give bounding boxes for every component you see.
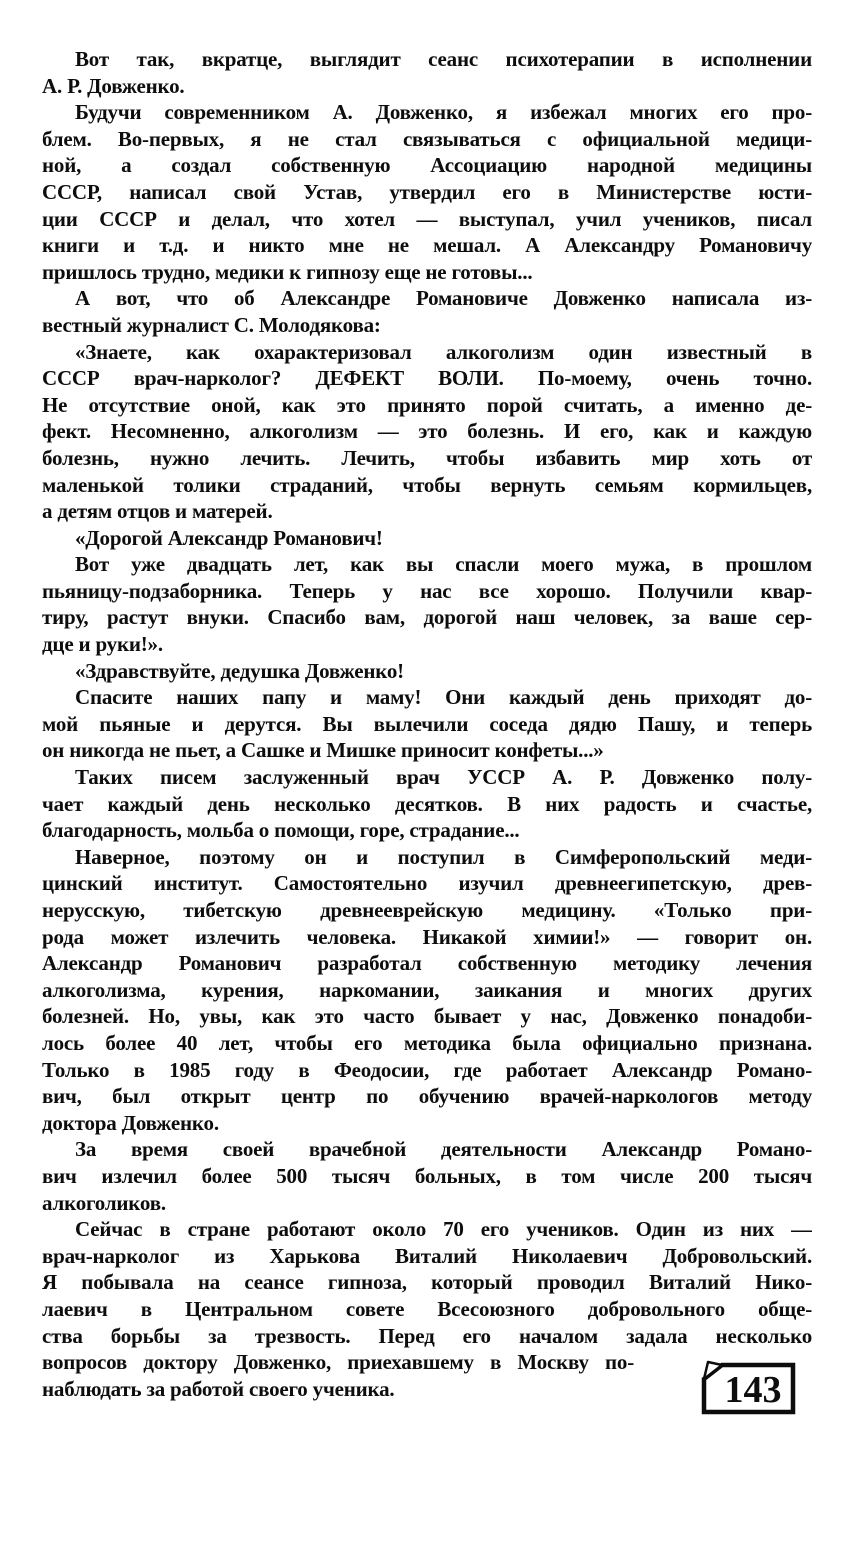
text-line: ной, а создал собственную Ассоциацию народной медицины [42, 153, 812, 178]
paragraph [42, 764, 812, 844]
text-line: лаевич в Центральном совете Всесоюзного добровольного обще- [42, 1296, 812, 1321]
text-line: благодарность, мольба о помощи, горе, страдание... [42, 818, 520, 843]
paragraph [42, 1216, 812, 1402]
text-line: Я побывала на сеансе гипноза, который проводил Виталий Нико- [42, 1270, 812, 1295]
text-line: пришлось трудно, медики к гипнозу еще не готовы... [42, 259, 533, 284]
text-line: «Знаете, как охарактеризовал алкоголизм один известный в [75, 339, 812, 364]
text-line: болезней. Но, увы, как это часто бывает у нас, Довженко понадоби- [42, 1004, 812, 1029]
paragraph [42, 285, 812, 338]
paragraph [42, 1136, 812, 1216]
text-line: вестный журналист С. Молодякова: [42, 312, 381, 337]
text-line: Наверное, поэтому он и поступил в Симферопольский меди- [75, 844, 812, 869]
text-line: дце и руки!». [42, 632, 163, 657]
text-line: Вот так, вкратце, выглядит сеанс психотерапии в исполнении [75, 47, 812, 71]
text-line: книги и т.д. и никто мне не мешал. А Александру Романовичу [42, 233, 812, 258]
text-line: Александр Романович разработал собственную методику лечения [42, 951, 812, 976]
text-line: СССР, написал свой Устав, утвердил его в Министерстве юсти- [42, 179, 812, 204]
text-line: Таких писем заслуженный врач УССР А. Р. Довженко полу- [75, 765, 812, 790]
text-line: Не отсутствие оной, как это принято порой считать, а именно де- [42, 392, 812, 417]
paragraph [42, 46, 812, 99]
paragraph [42, 525, 812, 552]
paragraph [42, 658, 812, 685]
text-line: чает каждый день несколько десятков. В них радость и счастье, [42, 791, 812, 816]
text-line: Вот уже двадцать лет, как вы спасли моего мужа, в прошлом [75, 552, 812, 577]
text-line: доктора Довженко. [42, 1110, 219, 1135]
text-line: наблюдать за работой своего ученика. [42, 1376, 395, 1401]
text-line: нерусскую, тибетскую древнееврейскую медицину. «Только при- [42, 898, 812, 922]
text-line: СССР врач-нарколог? ДЕФЕКТ ВОЛИ. По-моему, очень точно. [42, 366, 812, 391]
text-line: блем. Во-первых, я не стал связываться с официальной медици- [42, 126, 812, 151]
text-line: А вот, что об Александре Романовиче Довженко написала из- [75, 286, 812, 311]
text-line: Спасите наших папу и маму! Они каждый день приходят до- [75, 685, 812, 710]
text-line: ства борьбы за трезвость. Перед его началом задала несколько [42, 1323, 812, 1348]
page-number-badge [700, 1360, 798, 1416]
paragraph [42, 339, 812, 525]
text-line: пьяницу-подзаборника. Теперь у нас все хорошо. Получили квар- [42, 578, 812, 603]
paragraph [42, 99, 812, 285]
text-line: алкоголиков. [42, 1190, 166, 1215]
paragraph [42, 684, 812, 764]
text-line: лось более 40 лет, чтобы его методика была официально признана. [42, 1030, 812, 1055]
text-line: цинский институт. Самостоятельно изучил древнеегипетскую, древ- [42, 871, 812, 896]
text-line: фект. Несомненно, алкоголизм — это болезнь. И его, как и каждую [42, 419, 812, 444]
text-line: рода может излечить человека. Никакой химии!» — говорит он. [42, 924, 812, 949]
text-line: Только в 1985 году в Феодосии, где работает Александр Романо- [42, 1057, 812, 1082]
text-line: вопросов доктору Довженко, приехавшему в Москву по- [42, 1350, 634, 1375]
text-line: алкоголизма, курения, наркомании, заикания и многих других [42, 977, 812, 1002]
text-line: Сейчас в стране работают около 70 его учеников. Один из них — [75, 1217, 812, 1242]
page-body [42, 46, 812, 1402]
text-line: вич, был открыт центр по обучению врачей-наркологов методу [42, 1084, 812, 1109]
text-line: вич излечил более 500 тысяч больных, в том числе 200 тысяч [42, 1163, 812, 1188]
text-line: «Здравствуйте, дедушка Довженко! [75, 658, 404, 683]
text-line: «Дорогой Александр Романович! [75, 525, 383, 550]
dog-ear-corner-icon [700, 1360, 798, 1416]
text-line: врач-нарколог из Харькова Виталий Николаевич Добровольский. [42, 1243, 812, 1268]
page-number: 143 [724, 1369, 782, 1411]
paragraph [42, 844, 812, 1137]
text-line: Будучи современником А. Довженко, я избежал многих его про- [75, 100, 812, 125]
text-line: а детям отцов и матерей. [42, 499, 273, 524]
text-line: мой пьяные и дерутся. Вы вылечили соседа дядю Пашу, и теперь [42, 711, 812, 736]
paragraph [42, 551, 812, 657]
text-line: маленькой толики страданий, чтобы вернуть семьям кормильцев, [42, 472, 812, 497]
text-line: ции СССР и делал, что хотел — выступал, учил учеников, писал [42, 206, 812, 231]
text-line: За время своей врачебной деятельности Александр Романо- [75, 1137, 812, 1162]
text-line: А. Р. Довженко. [42, 73, 185, 98]
text-line: тиру, растут внуки. Спасибо вам, дорогой наш человек, за ваше сер- [42, 605, 812, 630]
text-line: он никогда не пьет, а Сашке и Мишке приносит конфеты...» [42, 738, 604, 763]
text-line: болезнь, нужно лечить. Лечить, чтобы избавить мир хоть от [42, 445, 812, 470]
